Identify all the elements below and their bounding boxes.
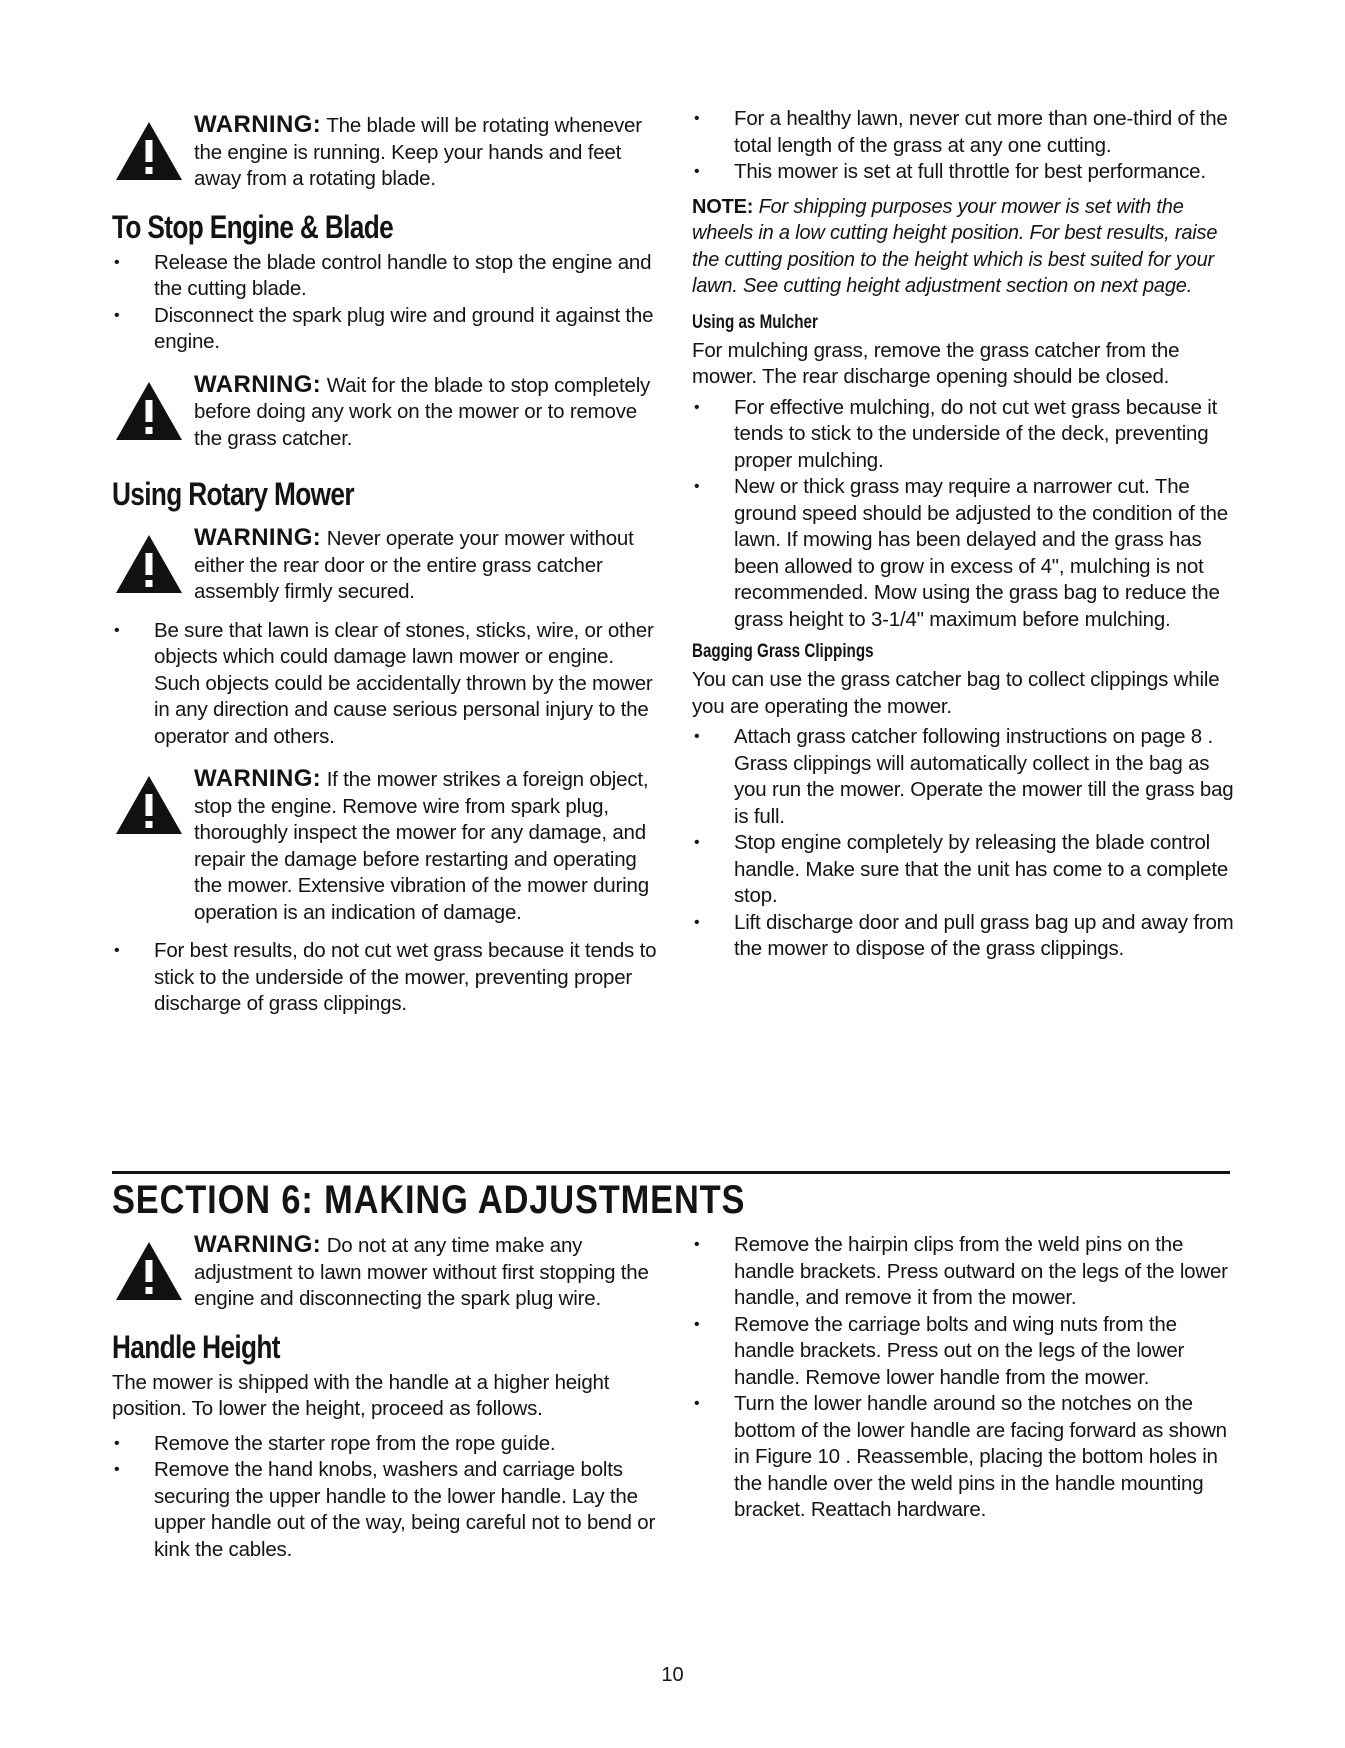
list-item: • For best results, do not cut wet grass because it tends to stick to the underside of the mower, preventing proper discharge of grass clippings. xyxy=(112,938,657,1018)
warning-adjustment xyxy=(112,1232,657,1313)
clear-lawn-bullets xyxy=(112,618,657,751)
page-number: 10 xyxy=(661,1664,684,1686)
bagging-paragraph: You can use the grass catcher bag to collect clippings while you are operating the mower. xyxy=(692,668,1220,718)
list-item: • Stop engine completely by releasing the blade control handle. Make sure that the unit has come to a complete stop. xyxy=(692,830,1237,910)
list-item: • Be sure that lawn is clear of stones, sticks, wire, or other objects which could damage lawn mower or engine. Such objects could be accidentally thrown by the mower in any direction and cause serious personal injury to the operator and others. xyxy=(112,618,657,751)
list-item: • Release the blade control handle to stop the engine and the cutting blade. xyxy=(112,250,657,303)
heading-using-as-mulcher: Using as Mulcher xyxy=(692,311,818,333)
warning-wait-blade xyxy=(112,372,657,453)
stop-bullets xyxy=(112,250,657,356)
list-item: • For a healthy lawn, never cut more than one-third of the total length of the grass at any one cutting. xyxy=(692,106,1237,159)
mulcher-paragraph: For mulching grass, remove the grass catcher from the mower. The rear discharge opening should be closed. xyxy=(692,338,1180,388)
warning-text: Never operate your mower without either the rear door or the entire grass catcher assembly firmly secured. xyxy=(194,527,634,603)
note-text: For shipping purposes your mower is set with the wheels in a low cutting height position. For best results, raise the cutting position to the height which is best suited for your lawn. See cutting height adjustment section on next page. xyxy=(692,195,1218,297)
warning-text: Do not at any time make any adjustment to lawn mower without first stopping the engine and disconnecting the spark plug wire. xyxy=(194,1234,649,1310)
list-item: • New or thick grass may require a narrower cut. The ground speed should be adjusted to the condition of the lawn. If mowing has been delayed and the grass has been allowed to grow in excess of 4", mulching is not recommended. Mow using the grass bag to reduce the grass height to 3-1/4" maximum before mulching. xyxy=(692,474,1237,633)
mulcher-bullets xyxy=(692,395,1237,634)
list-item: • This mower is set at full throttle for best performance. xyxy=(692,159,1237,186)
section6-right-column xyxy=(692,1232,1237,1524)
wet-grass-bullets xyxy=(112,938,657,1018)
list-item: • Lift discharge door and pull grass bag up and away from the mower to dispose of the grass clippings. xyxy=(692,910,1237,963)
note-lead: NOTE: xyxy=(692,195,754,218)
list-item: • For effective mulching, do not cut wet grass because it tends to stick to the underside of the deck, preventing proper mulching. xyxy=(692,395,1237,475)
section-divider xyxy=(112,1171,1230,1174)
warning-triangle-icon xyxy=(114,120,184,182)
heading-handle-height: Handle Height xyxy=(112,1328,280,1365)
section-title: SECTION 6: MAKING ADJUSTMENTS xyxy=(112,1178,746,1222)
warning-text: Wait for the blade to stop completely before doing any work on the mower or to remove the grass catcher. xyxy=(194,373,651,450)
list-item: • Attach grass catcher following instructions on page 8 . Grass clippings will automatically collect in the bag as you run the mower. Operate the mower till the grass bag is full. xyxy=(692,724,1237,830)
warning-lead: WARNING: xyxy=(194,1231,322,1258)
warning-triangle-icon xyxy=(114,380,184,442)
list-item: • Remove the hand knobs, washers and carriage bolts securing the upper handle to the lower handle. Lay the upper handle out of the way, being careful not to bend or kink the cables. xyxy=(112,1457,657,1563)
handle-paragraph: The mower is shipped with the handle at a higher height position. To lower the height, proceed as follows. xyxy=(112,1370,610,1420)
handle-bullets xyxy=(112,1431,657,1564)
warning-lead: WARNING: xyxy=(194,370,322,398)
warning-triangle-icon xyxy=(114,1240,184,1302)
warning-never-operate xyxy=(112,525,657,606)
right-column xyxy=(692,106,1237,963)
heading-bagging-grass-clippings: Bagging Grass Clippings xyxy=(692,641,874,662)
heading-using-rotary-mower: Using Rotary Mower xyxy=(112,476,354,512)
section6-left-column xyxy=(112,1232,657,1563)
shipping-note xyxy=(692,194,1237,300)
lower-handle-bullets xyxy=(692,1232,1237,1524)
warning-triangle-icon xyxy=(114,533,184,595)
list-item: • Remove the hairpin clips from the weld pins on the handle brackets. Press outward on the legs of the lower handle, and remove it from the mower. xyxy=(692,1232,1237,1312)
warning-foreign-object xyxy=(112,766,657,926)
warning-lead: WARNING: xyxy=(194,524,322,551)
warning-text: If the mower strikes a foreign object, stop the engine. Remove wire from spark plug, thoroughly inspect the mower for any damage, and repair the damage before restarting and operating the mower. Extensive vibration of the mower during operation is an indication of damage. xyxy=(194,768,649,924)
list-item: • Turn the lower handle around so the notches on the bottom of the lower handle are facing forward as shown in Figure 10 . Reassemble, placing the bottom holes in the handle over the weld pins in the handle mounting bracket. Reattach hardware. xyxy=(692,1391,1237,1524)
warning-lead: WARNING: xyxy=(194,111,322,138)
list-item: • Remove the starter rope from the rope guide. xyxy=(112,1431,657,1458)
left-column xyxy=(112,112,657,1018)
heading-stop-engine: To Stop Engine & Blade xyxy=(112,208,394,245)
list-item: • Disconnect the spark plug wire and ground it against the engine. xyxy=(112,303,657,356)
warning-blade-rotating xyxy=(112,112,657,193)
bagging-bullets xyxy=(692,724,1237,963)
list-item: • Remove the carriage bolts and wing nuts from the handle brackets. Press out on the legs of the lower handle. Remove lower handle from the mower. xyxy=(692,1312,1237,1392)
healthy-lawn-bullets xyxy=(692,106,1237,186)
warning-triangle-icon xyxy=(114,774,184,836)
warning-lead: WARNING: xyxy=(194,765,322,792)
warning-text: The blade will be rotating whenever the engine is running. Keep your hands and feet away from a rotating blade. xyxy=(194,114,642,190)
